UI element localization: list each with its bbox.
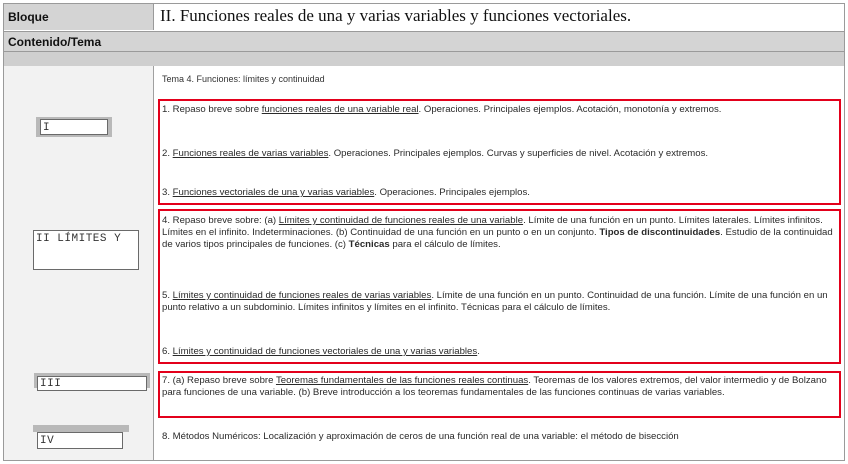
item-1: 1. Repaso breve sobre funciones reales de una variable real. Operaciones. Principales ejemplos. Acotación, monotonía y extremos.	[162, 104, 722, 115]
field-shadow-4	[33, 425, 129, 432]
item-6: 6. Límites y continuidad de funciones vectoriales de una y varias variables.	[162, 346, 480, 357]
item-7: 7. (a) Repaso breve sobre Teoremas fundamentales de las funciones reales continuas. Teoremas de los valores extremos, del valor intermedio y de Bolzano para funciones de una variable. (b) Breve introducción a los teoremas fundamentales de las funciones continuas de varias variables.	[162, 375, 827, 398]
bloque-title: II. Funciones reales de una y varias variables y funciones vectoriales.	[160, 6, 632, 25]
item-4-link[interactable]: Límites y continuidad de funciones reales de una variable	[278, 215, 524, 226]
item-6-link[interactable]: Límites y continuidad de funciones vectoriales de una y varias variables	[172, 346, 478, 357]
block-field-3[interactable]: III	[37, 376, 147, 391]
bloque-label: Bloque	[4, 4, 154, 30]
item-4: 4. Repaso breve sobre: (a) Límites y continuidad de funciones reales de una variable. Límite de una función en un punto. Límites laterales. Límites infinitos. Límites en el infinito. Indeterminaciones. (b) Continuidad de una función en un punto o en un conjunto. Tipos de discontinuidades. Estudio de la continuidad de varios tipos principales de funciones. (c) Técnicas para el cálculo de límites.	[162, 215, 833, 250]
item-2: 2. Funciones reales de varias variables. Operaciones. Principales ejemplos. Curvas y superficies de nivel. Acotación y extremos.	[162, 148, 709, 159]
item-3-link[interactable]: Funciones vectoriales de una y varias variables	[172, 187, 375, 198]
block-field-2[interactable]: II LÍMITES Y	[33, 230, 139, 270]
contenido-tema-label: Contenido/Tema	[4, 31, 844, 52]
item-7-link[interactable]: Teoremas fundamentales de las funciones reales continuas	[275, 375, 529, 386]
tema-heading: Tema 4. Funciones: límites y continuidad	[162, 74, 325, 84]
item-5: 5. Límites y continuidad de funciones reales de varias variables. Límite de una función en un punto. Continuidad de una función. Límite de una función en un punto relativo a un subdominio. Límites infinitos y límites en el infinito. Técnicas para el cálculo de límites.	[162, 290, 828, 313]
item-8: 8. Métodos Numéricos: Localización y aproximación de ceros de una función real de una variable: el método de bisección	[162, 431, 679, 442]
item-3: 3. Funciones vectoriales de una y varias variables. Operaciones. Principales ejemplos.	[162, 187, 530, 198]
block-field-4[interactable]: IV	[37, 432, 123, 449]
item-1-link[interactable]: funciones reales de una variable real	[261, 104, 419, 115]
block-field-1[interactable]: I	[40, 119, 108, 135]
section-gutter	[4, 52, 844, 66]
item-2-link[interactable]: Funciones reales de varias variables	[172, 148, 329, 159]
item-5-link[interactable]: Límites y continuidad de funciones reales de varias variables	[172, 290, 432, 301]
